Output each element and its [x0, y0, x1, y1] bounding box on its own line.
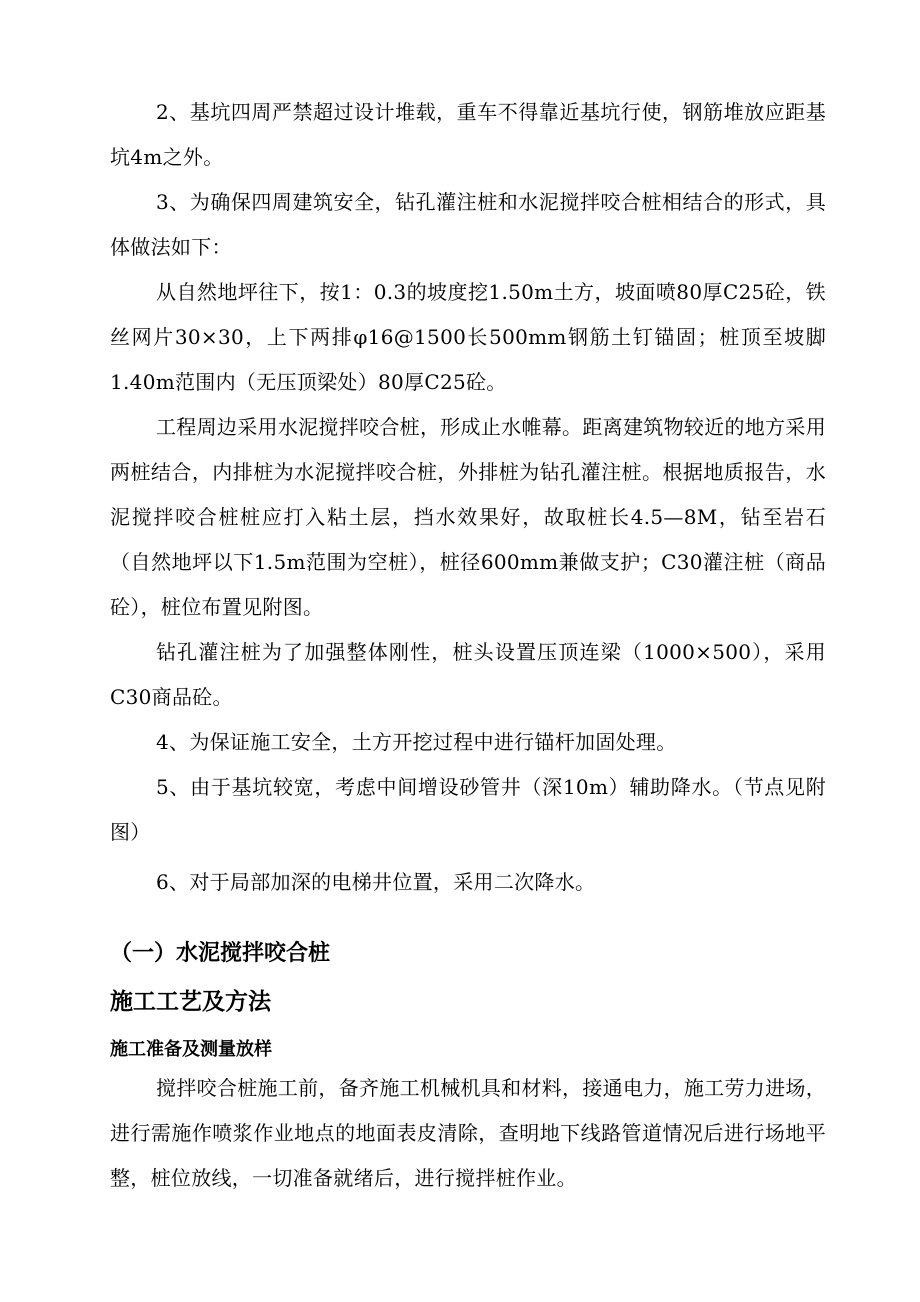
subsubsection-heading: 施工准备及测量放样 — [110, 1039, 272, 1060]
paragraph-preparation: 搅拌咬合桩施工前，备齐施工机械机具和材料，接通电力，施工劳力进场，进行需施作喷浆作业地点的地面表皮清除，查明地下线路管道情况后进行场地平整，桩位放线，一切准备就绪后，进行搅拌桩作业。 — [110, 1076, 826, 1190]
paragraph-item-3: 3、为确保四周建筑安全，钻孔灌注桩和水泥搅拌咬合桩相结合的形式，具体做法如下： — [110, 190, 826, 259]
paragraph-item-4: 4、为保证施工安全，土方开挖过程中进行锚杆加固处理。 — [156, 730, 677, 754]
subsection-heading: 施工工艺及方法 — [110, 989, 271, 1015]
paragraph-slope-excavation: 从自然地坪往下，按1：0.3的坡度挖1.50m土方，坡面喷80厚C25砼，铁丝网片30×30，上下两排φ16@1500长500mm钢筋土钉锚固；桩顶至坡脚1.40m范围内（无压顶梁处）80厚C25砼。 — [110, 280, 826, 394]
paragraph-item-6: 6、对于局部加深的电梯井位置，采用二次降水。 — [156, 870, 596, 894]
paragraph-item-5: 5、由于基坑较宽，考虑中间增设砂管井（深10m）辅助降水。（节点见附图） — [110, 775, 826, 844]
paragraph-item-2: 2、基坑四周严禁超过设计堆载，重车不得靠近基坑行使，钢筋堆放应距基坑4m之外。 — [110, 100, 826, 169]
paragraph-bored-piles: 钻孔灌注桩为了加强整体刚性，桩头设置压顶连梁（1000×500），采用C30商品砼。 — [110, 640, 826, 709]
paragraph-mixing-piles: 工程周边采用水泥搅拌咬合桩，形成止水帷幕。距离建筑物较近的地方采用两桩结合，内排桩为水泥搅拌咬合桩，外排桩为钻孔灌注桩。根据地质报告，水泥搅拌咬合桩桩应打入粘土层，挡水效果好，故取桩长4.5—8M，钻至岩石（自然地坪以下1.5m范围为空桩），桩径600mm兼做支护；C30灌注桩（商品砼），桩位布置见附图。 — [110, 415, 826, 619]
section-heading: （一）水泥搅拌咬合桩 — [110, 941, 331, 966]
